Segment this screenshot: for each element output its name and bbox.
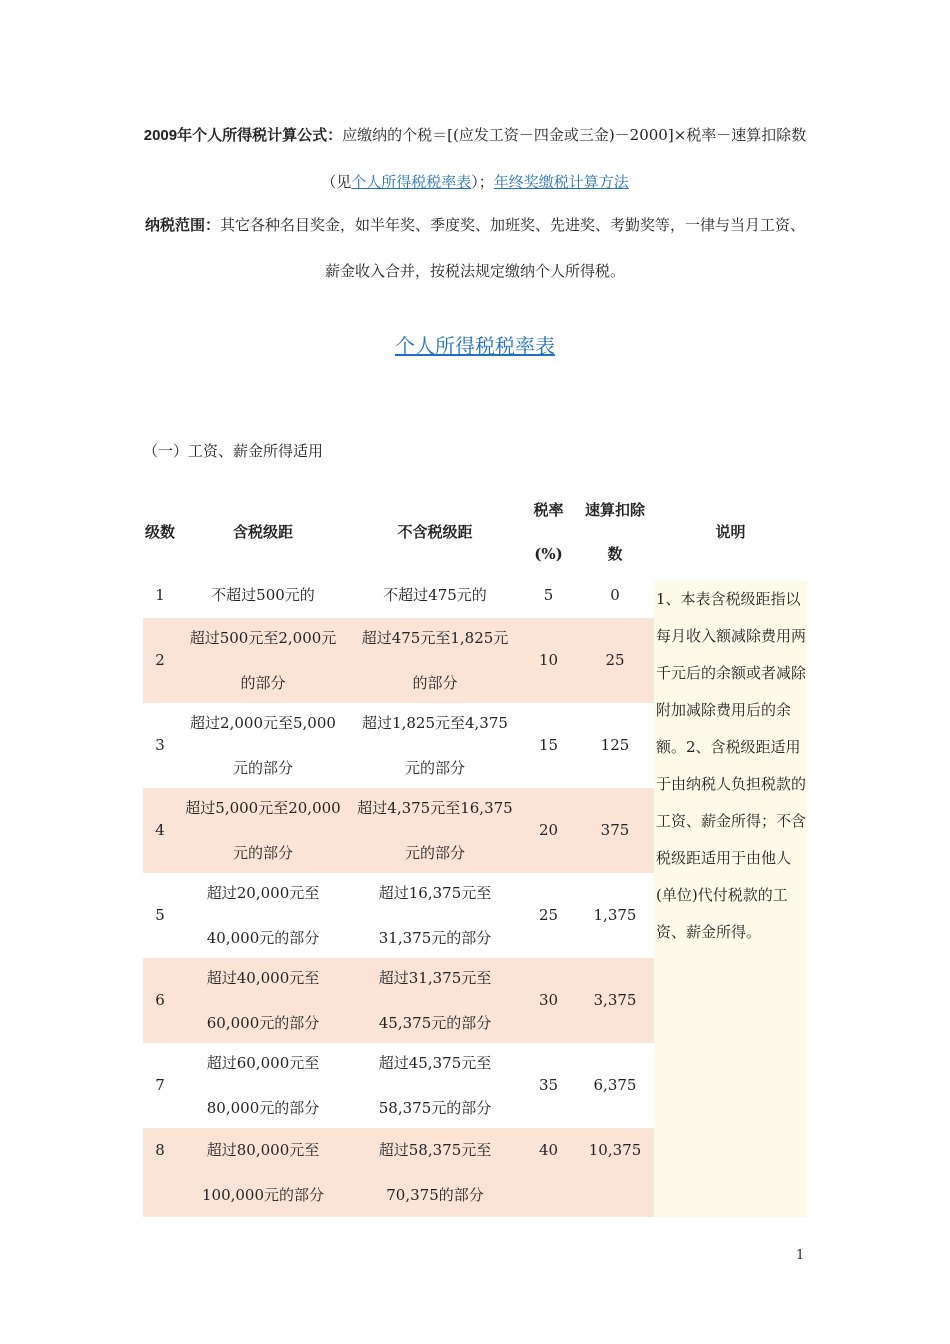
- cell-rate: [521, 1043, 576, 1128]
- cell-range-incl-incl1: 超过20,000元至: [206, 883, 320, 902]
- cell-range-excl-excl1: 超过1,825元至4,375: [362, 713, 508, 732]
- cell-level: [143, 788, 177, 873]
- cell-rate-rate: 10: [538, 651, 559, 669]
- cell-deduct-deduct: 10,375: [588, 1141, 642, 1159]
- cell-range-incl-incl1: 超过40,000元至: [206, 968, 320, 987]
- tax-rate-table-link[interactable]: 个人所得税税率表: [351, 173, 472, 191]
- table-row: [143, 1128, 654, 1217]
- formula-text: 应缴纳的个税＝[(应发工资－四金或三金)－2000]×税率－速算扣除数（见: [321, 126, 807, 191]
- cell-range-incl-incl2: 元的部分: [232, 758, 293, 777]
- cell-range-excl: [349, 873, 521, 958]
- year-end-bonus-link[interactable]: 年终奖缴税计算方法: [493, 173, 629, 191]
- cell-range-excl-excl1: 超过16,375元至: [378, 883, 492, 902]
- cell-rate-rate: 30: [538, 991, 559, 1009]
- table-row: [143, 703, 654, 788]
- cell-range-excl-excl2: 58,375元的部分: [378, 1098, 492, 1117]
- cell-deduct: [576, 703, 654, 788]
- table-row: [143, 873, 654, 958]
- cell-deduct-deduct: 125: [600, 736, 630, 754]
- cell-level: [143, 573, 177, 618]
- cell-range-excl: [349, 703, 521, 788]
- cell-deduct-deduct: 25: [605, 651, 625, 669]
- cell-range-incl: [177, 788, 349, 873]
- cell-rate-rate: 40: [538, 1141, 559, 1159]
- cell-rate: [521, 958, 576, 1043]
- tax-rate-table: [143, 488, 807, 1217]
- cell-range-incl-incl2: 40,000元的部分: [206, 928, 320, 947]
- cell-range-incl-incl1: 超过2,000元至5,000: [190, 713, 336, 732]
- header-level: 级数: [144, 523, 175, 541]
- header-range-incl: 含税级距: [232, 523, 293, 541]
- cell-range-incl: [177, 1128, 349, 1217]
- formula-lead: 2009年个人所得税计算公式：: [143, 127, 343, 144]
- cell-level-level: 1: [155, 586, 165, 604]
- cell-range-excl-excl1: 超过58,375元至: [378, 1141, 492, 1159]
- cell-range-excl: [349, 1043, 521, 1128]
- cell-range-incl-incl2: 100,000元的部分: [201, 1186, 325, 1204]
- table-row: [143, 573, 654, 618]
- cell-level-level: 6: [155, 991, 165, 1009]
- cell-range-incl-incl1: 超过60,000元至: [206, 1053, 320, 1072]
- cell-range-excl-excl1: 超过45,375元至: [378, 1053, 492, 1072]
- cell-level: [143, 958, 177, 1043]
- cell-range-excl-excl1: 不超过475元的: [383, 586, 487, 604]
- section-title-link[interactable]: 个人所得税税率表: [395, 334, 555, 358]
- section-title: [143, 330, 807, 359]
- cell-level-level: 5: [155, 906, 165, 924]
- cell-deduct-deduct: 6,375: [593, 1076, 637, 1094]
- cell-range-excl: [349, 618, 521, 703]
- cell-range-incl-incl1: 超过500元至2,000元: [189, 628, 337, 647]
- cell-range-excl-excl2: 31,375元的部分: [378, 928, 492, 947]
- cell-rate-rate: 25: [538, 906, 559, 924]
- cell-range-excl-excl2: 的部分: [412, 673, 458, 692]
- cell-deduct: [576, 573, 654, 618]
- cell-deduct: [576, 958, 654, 1043]
- cell-deduct-deduct: 375: [600, 821, 630, 839]
- cell-range-incl: [177, 703, 349, 788]
- cell-range-excl-excl1: 超过475元至1,825元: [361, 628, 509, 647]
- cell-rate: [521, 873, 576, 958]
- cell-range-excl: [349, 1128, 521, 1217]
- table-row: [143, 958, 654, 1043]
- cell-rate: [521, 703, 576, 788]
- formula-paragraph: [143, 112, 807, 205]
- cell-level: [143, 618, 177, 703]
- cell-rate-rate: 35: [538, 1076, 559, 1094]
- page-number: 1: [796, 1248, 805, 1263]
- cell-range-excl: [349, 788, 521, 873]
- cell-range-incl: [177, 573, 349, 618]
- cell-range-incl-incl1: 超过5,000元至20,000: [185, 798, 341, 817]
- cell-range-incl-incl2: 的部分: [240, 673, 286, 692]
- header-note: 说明: [715, 523, 746, 541]
- scope-lead: 纳税范围：: [144, 216, 220, 234]
- cell-level-level: 4: [155, 821, 165, 839]
- cell-range-incl-incl2: 元的部分: [232, 843, 293, 862]
- cell-range-excl: [349, 573, 521, 618]
- cell-range-incl: [177, 1043, 349, 1128]
- scope-text: 其它各种名目奖金，如半年奖、季度奖、加班奖、先进奖、考勤奖等，一律与当月工资、薪金收入合并，按税法规定缴纳个人所得税。: [220, 216, 806, 280]
- scope-paragraph: [143, 202, 807, 294]
- cell-deduct: [576, 618, 654, 703]
- cell-range-excl-excl2: 元的部分: [404, 758, 465, 777]
- table-row: [143, 1043, 654, 1128]
- cell-level-level: 3: [155, 736, 165, 754]
- header-deduct-line2: 数: [607, 545, 623, 563]
- cell-range-excl-excl2: 45,375元的部分: [378, 1013, 492, 1032]
- cell-range-excl: [349, 958, 521, 1043]
- header-deduct: [576, 499, 654, 565]
- cell-deduct-deduct: 0: [610, 586, 620, 604]
- cell-rate-rate: 20: [538, 821, 559, 839]
- cell-level-level: 2: [155, 651, 165, 669]
- cell-rate: [521, 618, 576, 703]
- cell-rate-rate: 5: [543, 586, 554, 604]
- cell-deduct: [576, 788, 654, 873]
- cell-deduct-deduct: 1,375: [593, 906, 637, 924]
- cell-range-excl-excl1: 超过31,375元至: [378, 968, 492, 987]
- cell-range-incl: [177, 958, 349, 1043]
- cell-deduct: [576, 1043, 654, 1128]
- cell-range-incl-incl2: 80,000元的部分: [206, 1098, 320, 1117]
- cell-deduct: [576, 873, 654, 958]
- header-range-excl: 不含税级距: [397, 523, 473, 541]
- cell-deduct: [576, 1128, 654, 1217]
- cell-level: [143, 1043, 177, 1128]
- cell-level: [143, 1128, 177, 1217]
- cell-level: [143, 873, 177, 958]
- cell-level-level: 7: [155, 1076, 165, 1094]
- cell-range-incl: [177, 618, 349, 703]
- header-deduct-line1: 速算扣除: [584, 501, 645, 519]
- cell-rate: [521, 1128, 576, 1217]
- cell-range-incl-incl1: 不超过500元的: [211, 586, 315, 604]
- cell-level: [143, 703, 177, 788]
- cell-range-excl-excl2: 70,375的部分: [386, 1186, 484, 1204]
- header-rate-line2: (%): [534, 545, 563, 563]
- cell-rate: [521, 573, 576, 618]
- table-row: [143, 788, 654, 873]
- header-rate-line1: 税率: [533, 501, 564, 519]
- cell-range-incl: [177, 873, 349, 958]
- cell-range-incl-incl2: 60,000元的部分: [206, 1013, 320, 1032]
- cell-rate: [521, 788, 576, 873]
- cell-deduct-deduct: 3,375: [593, 991, 637, 1009]
- cell-range-excl-excl1: 超过4,375元至16,375: [357, 798, 513, 817]
- formula-text-b: ）；: [471, 173, 494, 191]
- subtitle: （一）工资、薪金所得适用: [143, 442, 324, 460]
- table-note: 1、本表含税级距指以每月收入额减除费用两千元后的余额或者减除附加减除费用后的余额。2、含税级距适用于由纳税人负担税款的工资、薪金所得；不含税级距适用于由他人(单位)代付税款的工资、薪金所得。: [654, 581, 807, 1217]
- cell-rate-rate: 15: [538, 736, 559, 754]
- table-row: [143, 618, 654, 703]
- cell-range-incl-incl1: 超过80,000元至: [206, 1141, 320, 1159]
- cell-range-excl-excl2: 元的部分: [404, 843, 465, 862]
- cell-level-level: 8: [155, 1141, 165, 1159]
- header-rate: [521, 499, 576, 565]
